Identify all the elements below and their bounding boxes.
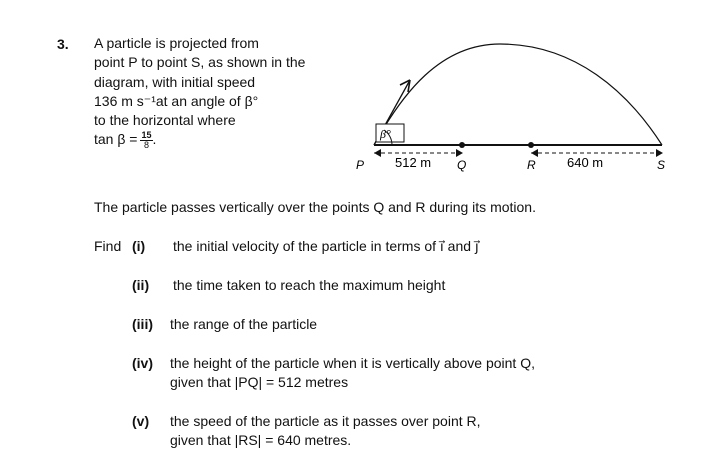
dimension-pq-start-arrow	[374, 149, 381, 157]
point-p-label: P	[356, 158, 365, 172]
tan-suffix: .	[152, 131, 157, 148]
tan-numerator: 15	[141, 130, 152, 141]
part-ii-label: (ii)	[132, 277, 150, 293]
intro-line-2: point P to point S, as shown in the	[94, 54, 306, 71]
part-v-text-line2: given that |RS| = 640 metres.	[170, 432, 352, 448]
angle-label: β°	[380, 127, 391, 141]
point-r-label: R	[527, 158, 536, 172]
part-iv-text-line2: given that |PQ| = 512 metres	[170, 374, 349, 390]
tan-prefix: tan β =	[94, 131, 138, 148]
trajectory-curve	[374, 44, 662, 145]
intro-line-1: A particle is projected from	[94, 35, 259, 51]
part-i-text: the initial velocity of the particle in terms of ı⃗ and ȷ⃗	[173, 238, 479, 254]
part-v-label: (v)	[132, 413, 150, 429]
point-r-dot	[528, 142, 534, 148]
part-iv-text-line1: the height of the particle when it is vertically above point Q,	[170, 355, 535, 371]
part-i-label: (i)	[132, 238, 146, 254]
point-s-label: S	[657, 158, 666, 172]
dist-rs-label: 640 m	[567, 155, 604, 170]
question-number: 3.	[57, 36, 69, 52]
part-iv-label: (iv)	[132, 355, 153, 371]
tan-denominator: 8	[143, 140, 149, 151]
part-iii-text: the range of the particle	[170, 316, 318, 332]
motion-sentence: The particle passes vertically over the points Q and R during its motion.	[94, 199, 536, 215]
dist-pq-label: 512 m	[395, 155, 432, 170]
point-q-label: Q	[457, 158, 467, 172]
projectile-diagram	[0, 0, 724, 200]
point-q-dot	[459, 142, 465, 148]
part-ii-text: the time taken to reach the maximum height	[173, 277, 446, 293]
intro-line-3: diagram, with initial speed	[94, 73, 256, 90]
part-v-text-line1: the speed of the particle as it passes over point R,	[170, 413, 481, 429]
dimension-rs-start-arrow	[531, 149, 538, 157]
part-iii-label: (iii)	[132, 316, 153, 332]
find-label: Find	[94, 238, 122, 254]
intro-line-4: 136 m s⁻¹at an angle of β°	[94, 92, 259, 109]
intro-line-5: to the horizontal where	[94, 112, 236, 129]
